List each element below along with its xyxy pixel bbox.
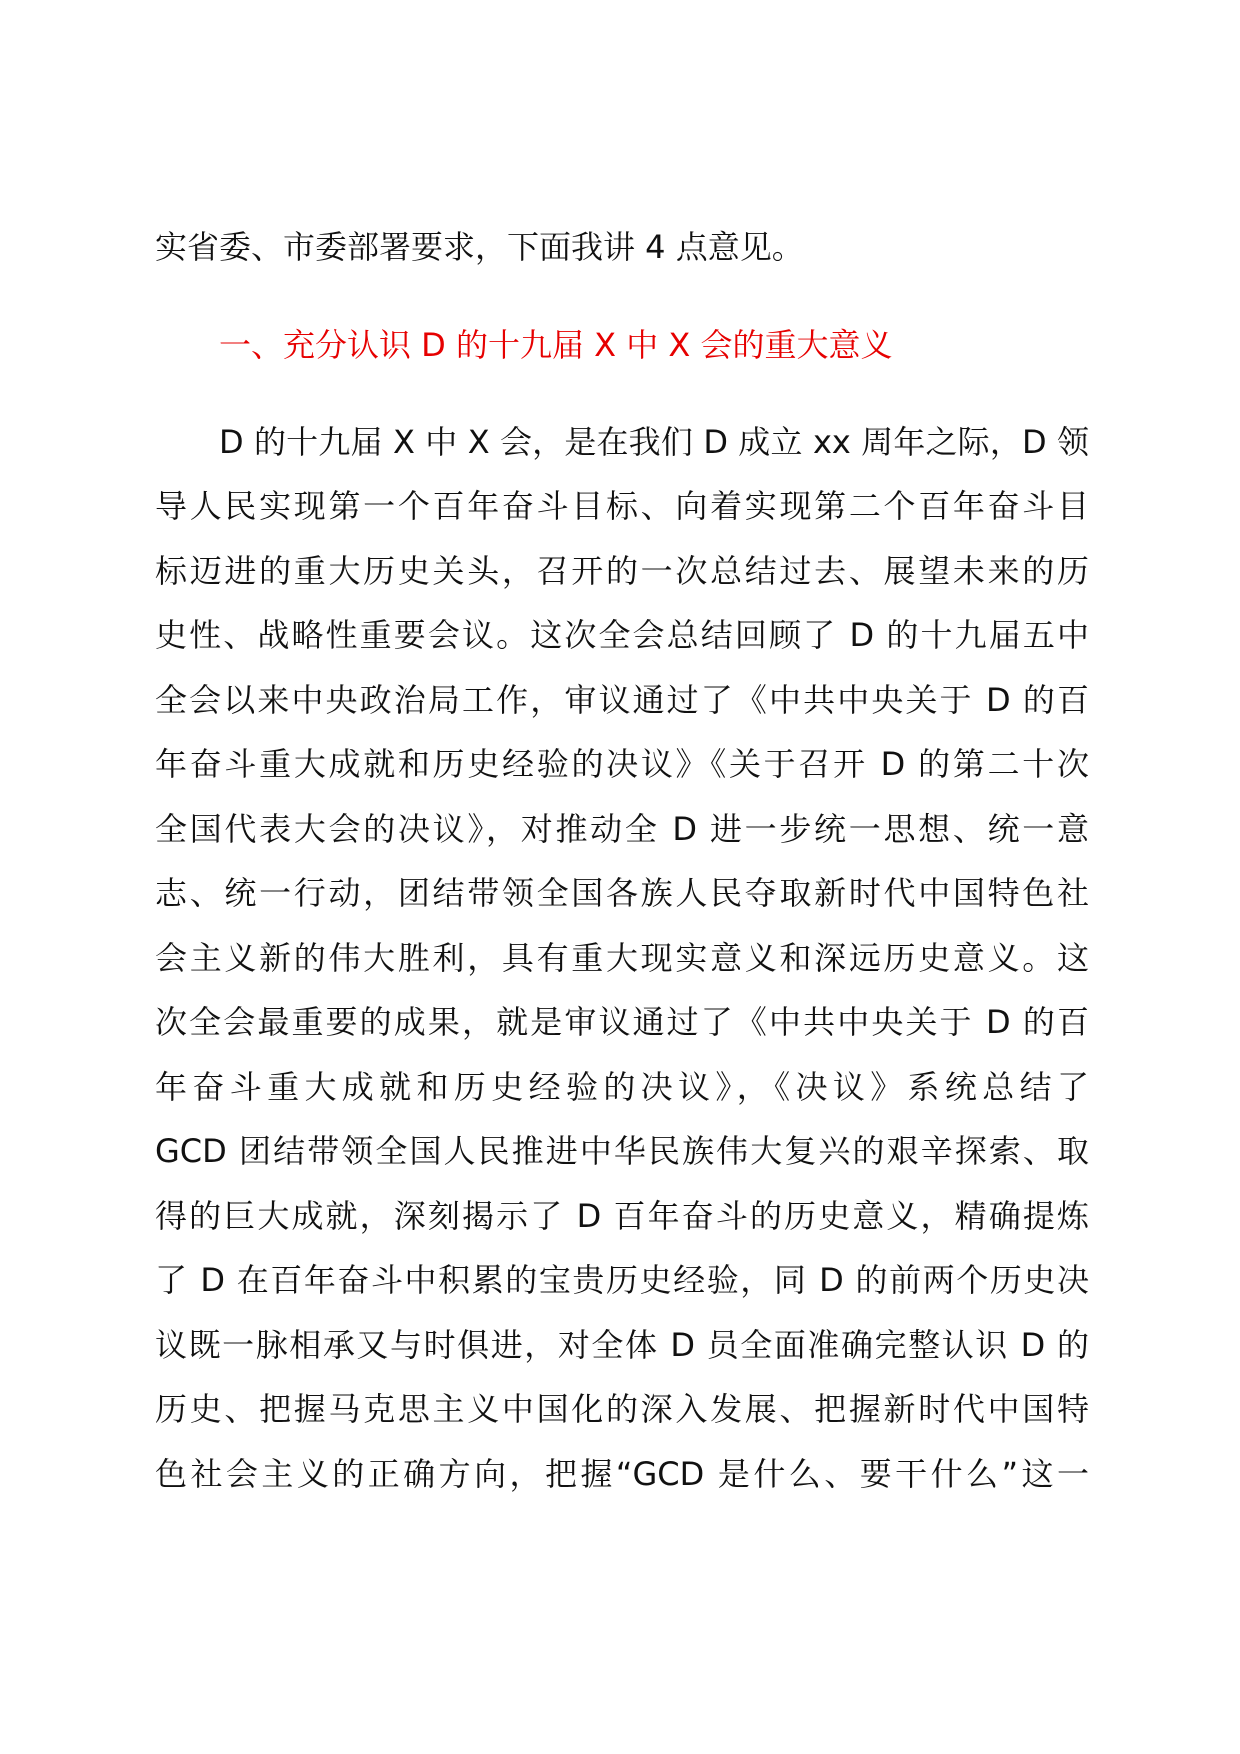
paragraph-line: 会主义新的伟大胜利，具有重大现实意义和深远历史意义。这: [155, 938, 1089, 977]
document-body: [155, 215, 1089, 1506]
section-paragraph: [155, 410, 1089, 1507]
paragraph-spacing: [155, 280, 1089, 313]
paragraph-line: 色社会主义的正确方向，把握“GCD 是什么、要干什么”这一: [155, 1454, 1089, 1493]
paragraph-line: GCD 团结带领全国人民推进中华民族伟大复兴的艰辛探索、取: [155, 1132, 1089, 1170]
paragraph-line: 导人民实现第一个百年奋斗目标、向着实现第二个百年奋斗目: [155, 487, 1089, 525]
paragraph-line: 年奋斗重大成就和历史经验的决议》《关于召开 D 的第二十次: [155, 745, 1089, 783]
paragraph-line: 了 D 在百年奋斗中积累的宝贵历史经验，同 D 的前两个历史决: [155, 1261, 1089, 1299]
paragraph-line: 历史、把握马克思主义中国化的深入发展、把握新时代中国特: [155, 1390, 1089, 1428]
paragraph-line: 全会以来中央政治局工作，审议通过了《中共中央关于 D 的百: [155, 680, 1089, 719]
paragraph-line: 年奋斗重大成就和历史经验的决议》，《决议》系统总结了: [155, 1067, 1089, 1106]
paragraph-line: 得的巨大成就，深刻揭示了 D 百年奋斗的历史意义，精确提炼: [155, 1196, 1089, 1235]
paragraph-line: 史性、战略性重要会议。这次全会总结回顾了 D 的十九届五中: [155, 616, 1089, 654]
paragraph-line: 志、统一行动，团结带领全国各族人民夺取新时代中国特色社: [155, 874, 1089, 912]
paragraph-line: 标迈进的重大历史关头，召开的一次总结过去、展望未来的历: [155, 551, 1089, 590]
paragraph-spacing: [155, 377, 1089, 410]
paragraph-line: 议既一脉相承又与时俱进，对全体 D 员全面准确完整认识 D 的: [155, 1325, 1089, 1364]
paragraph-line: 全国代表大会的决议》，对推动全 D 进一步统一思想、统一意: [155, 809, 1089, 848]
paragraph-line: 次全会最重要的成果，就是审议通过了《中共中央关于 D 的百: [155, 1003, 1089, 1041]
intro-line: 实省委、市委部署要求，下面我讲 4 点意见。: [155, 228, 804, 266]
paragraph-line: D 的十九届 X 中 X 会，是在我们 D 成立 xx 周年之际，D 领: [219, 422, 1089, 461]
section-heading: 一、充分认识 D 的十九届 X 中 X 会的重大意义: [219, 325, 893, 364]
